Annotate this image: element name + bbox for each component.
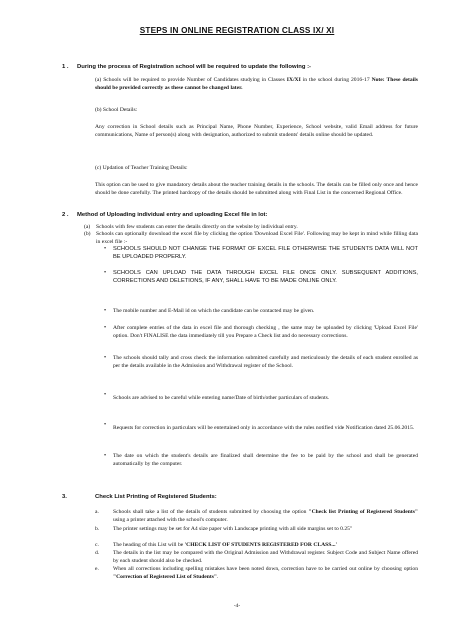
bullet-icon: • xyxy=(104,422,107,428)
section-2-item-a-text: Schools with few students can enter the details directly on the website by individual entry. xyxy=(96,224,298,230)
section-3-item-e-text: When all corrections including spelling mistakes have been noted down, correction have to be carried out online by choosing option "Correction of Registered List of Students". xyxy=(113,566,418,580)
bullet-2: SCHOOLS CAN UPLOAD THE DATA THROUGH EXCEL FILE ONCE ONLY. SUBSEQUENT ADDITIONS, CORRECTIONS AND DELETIONS, IF ANY, SHALL HAVE TO BE MADE ONLINE ONLY. xyxy=(113,270,418,284)
section-3-item-d-label: d. xyxy=(95,550,100,556)
bullet-icon: • xyxy=(104,453,107,459)
bullet-5: The schools should tally and cross check the information submitted carefully and meticulously the details of each student enrolled as per the details available in the Admission and Withdrawal register of the School. xyxy=(113,355,418,369)
section-1-item-c-text: This option can be used to give mandatory details about the teacher training details in the schools. The details can be filled only once and hence should be done carefully. The printed hardcopy of the details should be submitted along with Final List in the concerned Regional Office. xyxy=(95,182,418,196)
section-3-item-e-label: e. xyxy=(95,566,99,572)
bullet-icon: • xyxy=(104,392,107,398)
section-3-item-a-label: a. xyxy=(95,509,99,515)
section-1-number: 1 . xyxy=(62,64,69,70)
bullet-icon: • xyxy=(104,325,107,331)
section-2-number: 2 . xyxy=(62,212,69,218)
item-a-text2: in the school during 2016-17 xyxy=(302,77,370,83)
bullet-icon: • xyxy=(104,355,107,361)
section-1-item-b-title: (b) School Details: xyxy=(95,107,138,113)
bullet-3: The mobile number and E-Mail id on which the candidate can be contacted may be given. xyxy=(113,308,315,314)
section-3-number: 3. xyxy=(62,494,67,500)
item-a-label: (a) xyxy=(95,77,102,83)
bullet-1: SCHOOLS SHOULD NOT CHANGE THE FORMAT OF EXCEL FILE OTHERWISE THE STUDENTS DATA WILL NOT BE UPLOADED PROPERLY. xyxy=(113,246,418,260)
item-a-text: Schools will be required to provide Number of Candidates studying in Classes xyxy=(103,77,285,83)
section-3-item-d-text: The details in the list may be compared with the Original Admission and Withdrawal register. Subject Code and Subject Name offered by each student should also be checked. xyxy=(113,550,418,564)
item-a-classes: IX/XI xyxy=(286,77,301,83)
section-3-item-c-text: The heading of this List will be 'CHECK LIST OF STUDENTS REGISTERED FOR CLASS...' xyxy=(113,542,338,548)
section-2-heading: Method of Uploading individual entry and uploading Excel file in lot: xyxy=(77,212,268,218)
section-3-heading: Check List Printing of Registered Students: xyxy=(95,494,217,500)
section-1-item-b-text: Any correction in School details such as Principal Name, Phone Number, Experience, School website, valid Email address for future communications, Name of person(s) along with designation, authorized to submit students' details online should be updated. xyxy=(95,124,418,138)
bullet-7: Requests for correction in particulars will be entertained only in accordance with the rules notified vide Notification dated 25.06.2015. xyxy=(113,425,415,431)
section-2-item-a-label: (a) xyxy=(84,224,91,230)
section-2-item-b-label: (b) xyxy=(84,231,91,237)
section-3-item-a-text: Schools shall take a list of the details of students submitted by choosing the option "Check list Printing of Registered Students" using a printer attached with the school's computer. xyxy=(113,509,418,523)
item-a-note: Note: These details should be provided correctly as these cannot be changed later. xyxy=(95,77,418,91)
section-1-heading: During the process of Registration school will be required to update the following :- xyxy=(77,64,312,70)
bullet-icon: • xyxy=(104,308,107,314)
section-3-item-b-label: b. xyxy=(95,526,100,532)
bullet-icon: • xyxy=(104,246,107,252)
section-3-item-c-label: c. xyxy=(95,542,99,548)
section-1-item-a xyxy=(95,77,418,92)
page-number: -4- xyxy=(233,603,241,609)
section-1-item-c-title: (c) Updation of Teacher Training Details: xyxy=(95,165,188,171)
section-3-item-b-text: The printer settings may be set for A4 size paper with Landscape printing with all side margins set to 0.25" xyxy=(113,526,353,532)
section-2-item-b-text: Schools can optionally download the excel file by clicking the option 'Download Excel File'. Following may be kept in mind while filling data in excel file :- xyxy=(96,231,418,245)
bullet-6: Schools are advised to be careful while entering name/Date of birth/other particulars of students. xyxy=(113,395,330,401)
bullet-4: After complete entries of the data in excel file and thorough checking , the same may be uploaded by clicking 'Upload Excel File' option. Don't FINALISE the data immediately till you Prepare a Check list and do necessary corrections. xyxy=(113,325,418,339)
document-title: STEPS IN ONLINE REGISTRATION CLASS IX/ XI xyxy=(139,26,335,35)
bullet-icon: • xyxy=(104,270,107,276)
bullet-8: The date on which the student's details are finalized shall determine the fee to be paid by the school and shall be generated automatically by the computer. xyxy=(113,453,418,467)
